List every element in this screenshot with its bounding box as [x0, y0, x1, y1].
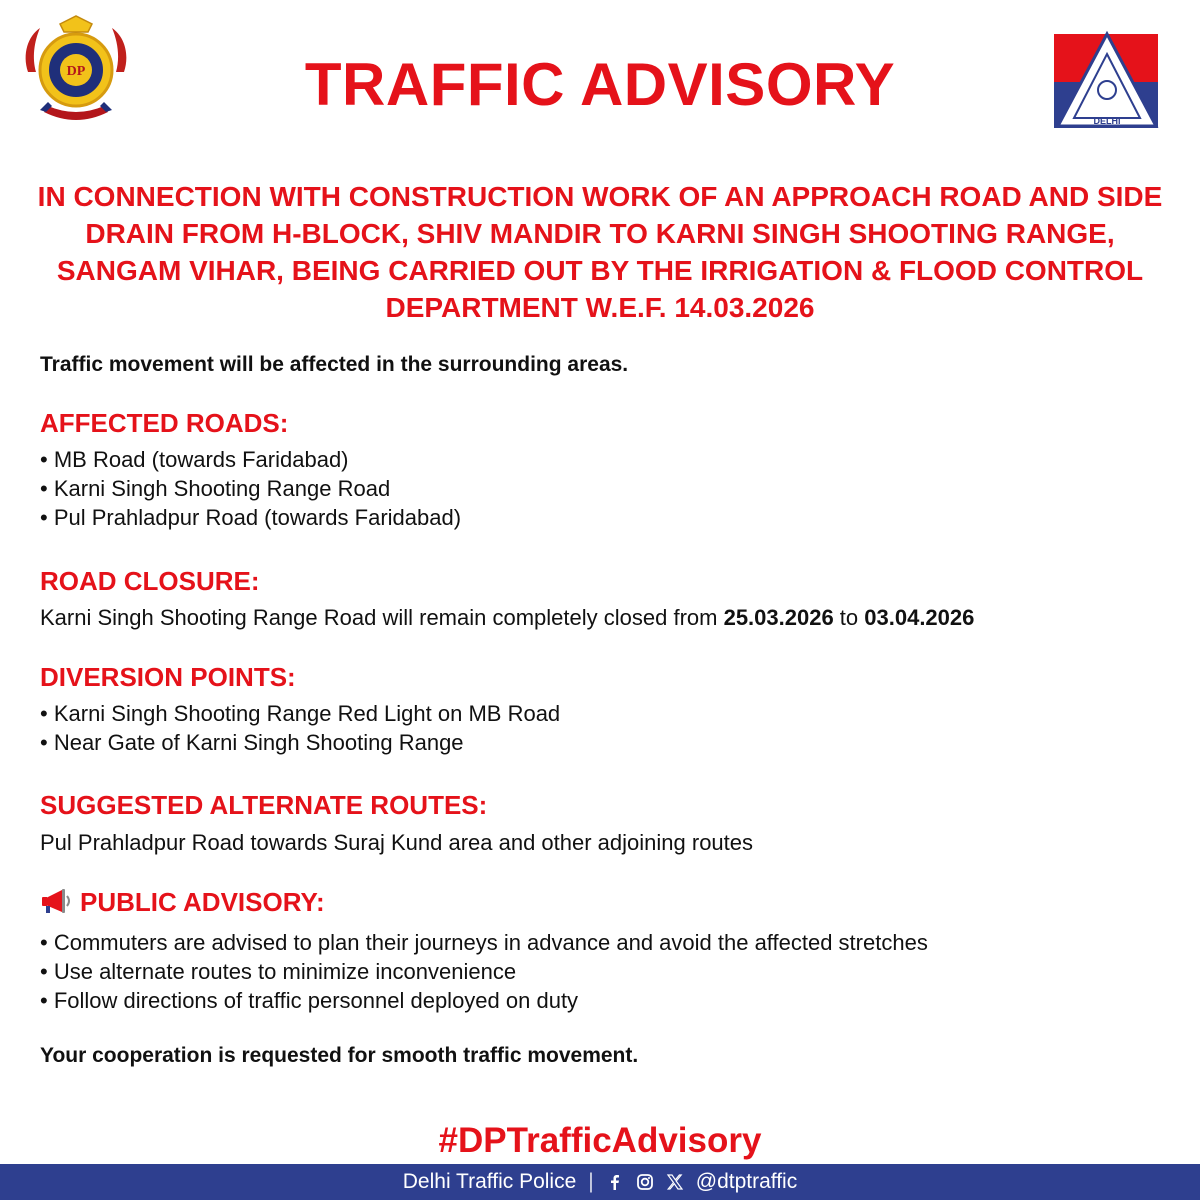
- closure-to-date: 03.04.2026: [864, 605, 975, 630]
- lead-text: Traffic movement will be affected in the surrounding areas.: [40, 353, 629, 376]
- closure-text-before: Karni Singh Shooting Range Road will remain completely closed from: [40, 605, 724, 630]
- affected-roads-list: [40, 445, 461, 532]
- instagram-icon[interactable]: [636, 1173, 654, 1191]
- footer-handle[interactable]: @dtptraffic: [695, 1170, 798, 1193]
- list-item: • Commuters are advised to plan their journeys in advance and avoid the affected stretches: [40, 928, 928, 957]
- delhi-traffic-police-logo-icon: [1040, 30, 1160, 130]
- affected-roads-heading: AFFECTED ROADS:: [40, 408, 289, 438]
- list-item: • Follow directions of traffic personnel deployed on duty: [40, 986, 928, 1015]
- list-item: • Use alternate routes to minimize inconvenience: [40, 957, 928, 986]
- svg-text:DP: DP: [66, 64, 86, 79]
- closure-from-date: 25.03.2026: [723, 605, 834, 630]
- list-item: • Karni Singh Shooting Range Red Light on MB Road: [40, 699, 560, 728]
- list-item: • MB Road (towards Faridabad): [40, 445, 461, 474]
- road-closure-heading: ROAD CLOSURE:: [40, 566, 260, 596]
- advisory-intro: IN CONNECTION WITH CONSTRUCTION WORK OF AN APPROACH ROAD AND SIDE DRAIN FROM H-BLOCK, SHIV MANDIR TO KARNI SINGH SHOOTING RANGE, SANGAM VIHAR, BEING CARRIED OUT BY THE IRRIGATION & FLOOD CONTROL DEPARTMENT W.E.F. 14.03.2026: [37, 181, 1163, 323]
- svg-text:DELHI: DELHI: [1093, 116, 1121, 126]
- footer-separator: |: [588, 1170, 594, 1193]
- diversion-points-heading: DIVERSION POINTS:: [40, 662, 296, 692]
- closing-text: Your cooperation is requested for smooth traffic movement.: [40, 1044, 639, 1067]
- alternate-routes-heading: SUGGESTED ALTERNATE ROUTES:: [40, 790, 488, 820]
- list-item: • Pul Prahladpur Road (towards Faridabad): [40, 503, 461, 532]
- diversion-points-list: [40, 699, 560, 757]
- footer-org: Delhi Traffic Police: [402, 1170, 577, 1193]
- megaphone-icon: [40, 888, 74, 914]
- facebook-icon[interactable]: [606, 1173, 624, 1191]
- list-item: • Near Gate of Karni Singh Shooting Range: [40, 728, 560, 757]
- alternate-routes-text: Pul Prahladpur Road towards Suraj Kund area and other adjoining routes: [40, 830, 754, 855]
- public-advisory-heading: [40, 885, 325, 919]
- road-closure-text: [40, 603, 974, 632]
- footer-bar: [0, 1164, 1200, 1200]
- public-advisory-label: PUBLIC ADVISORY:: [80, 887, 325, 917]
- public-advisory-list: [40, 928, 928, 1015]
- page-title: TRAFFIC ADVISORY: [304, 51, 896, 118]
- list-item: • Karni Singh Shooting Range Road: [40, 474, 461, 503]
- closure-text-mid: to: [833, 605, 865, 630]
- x-icon[interactable]: [666, 1173, 684, 1191]
- hashtag: #DPTrafficAdvisory: [438, 1121, 762, 1160]
